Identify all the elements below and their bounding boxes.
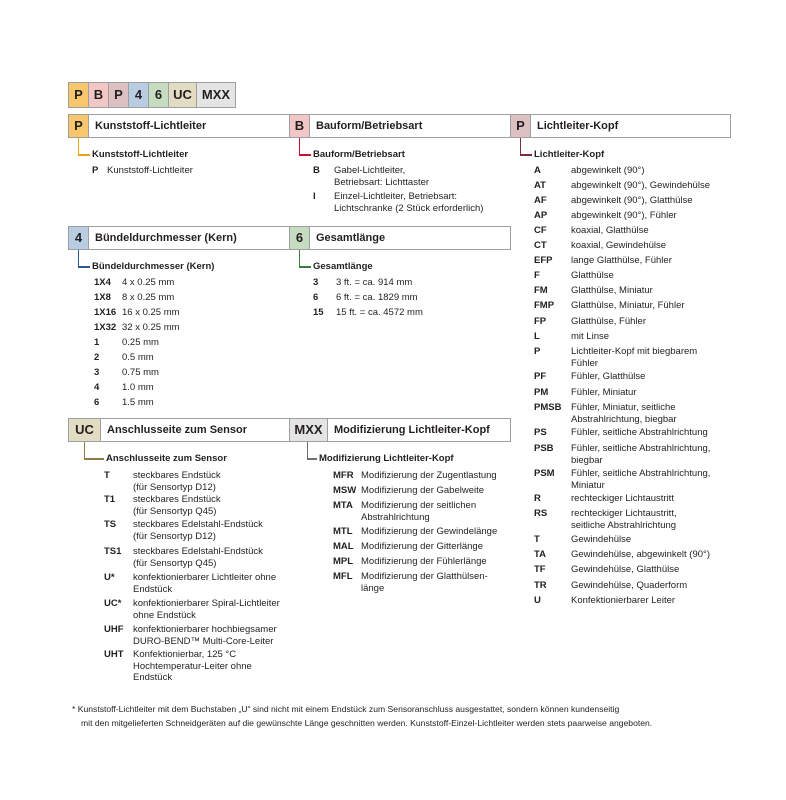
item-description: [571, 387, 636, 399]
section-subheading-mxx: Modifizierung Lichtleiter-Kopf: [319, 453, 454, 464]
item-code: TA: [534, 549, 546, 560]
item-description-line: Glatthülse, Miniatur: [571, 285, 653, 296]
code-box-mxx: MXX: [197, 83, 235, 107]
section-header-lichtleiter-kopf: [510, 114, 731, 138]
item-description: [571, 270, 614, 282]
item-description: [571, 300, 685, 312]
item-description: [361, 571, 488, 594]
item-description-line: 8 x 0.25 mm: [122, 292, 175, 303]
item-description-line: 32 x 0.25 mm: [122, 322, 180, 333]
item-description: [571, 331, 609, 343]
item-code: AP: [534, 210, 548, 221]
item-description-line: koaxial, Gewindehülse: [571, 240, 667, 251]
item-description-line: Konfektionierbarer Leiter: [571, 595, 676, 606]
item-description: [571, 285, 653, 297]
item-description: [107, 165, 193, 177]
section-subheading-b: Bauform/Betriebsart: [313, 149, 405, 160]
item-description-line: konfektionierbarer hochbiegsamer: [133, 624, 277, 635]
item-description-line: Hochtemperatur-Leiter ohne: [133, 660, 252, 672]
code-box-b: B: [89, 83, 109, 107]
item-description: [133, 649, 252, 684]
item-description-line: seitliche Abstrahlrichtung: [571, 519, 677, 531]
item-description-line: (für Sensortyp Q45): [133, 505, 217, 517]
item-description-line: Modifizierung der Gewindelänge: [361, 526, 498, 537]
section-header-kunststoff: [68, 114, 290, 138]
code-box-4: 4: [129, 83, 149, 107]
item-description-line: Gewindehülse, Glatthülse: [571, 564, 680, 575]
item-description-line: Miniatur: [571, 479, 605, 491]
item-code: P: [534, 346, 541, 357]
section-code-p: P: [69, 115, 89, 137]
item-description-line: länge: [361, 582, 385, 594]
item-description: [133, 598, 280, 621]
item-code: A: [534, 165, 541, 176]
item-description: [571, 402, 677, 425]
item-description: [122, 352, 154, 364]
item-code: TS1: [104, 546, 122, 557]
item-code: MAL: [333, 541, 354, 552]
section-subheading-p: Kunststoff-Lichtleiter: [92, 149, 189, 160]
item-description-line: Abstrahlrichtung: [361, 511, 430, 523]
item-description-line: Lichtleiter-Kopf mit biegbarem: [571, 346, 698, 357]
item-description: [122, 307, 180, 319]
item-description-line: abgewinkelt (90°), Fühler: [571, 210, 677, 221]
item-description-line: Gewindehülse: [571, 534, 632, 545]
code-box-6: 6: [149, 83, 169, 107]
item-description: [571, 468, 710, 491]
item-description: [571, 225, 649, 237]
section-code-6: 6: [290, 227, 310, 249]
section-title-p2: Lichtleiter-Kopf: [537, 120, 619, 132]
item-code: UHT: [104, 649, 124, 660]
connector-vertical-4: [78, 250, 79, 267]
section-title-6: Gesamtlänge: [316, 232, 386, 244]
item-code: RS: [534, 508, 548, 519]
section-code-p2: P: [511, 115, 531, 137]
item-description-line: Einzel-Lichtleiter, Betriebsart:: [334, 191, 458, 202]
item-description-line: steckbares Edelstahl-Endstück: [133, 546, 263, 557]
item-description-line: Fühler, Glatthülse: [571, 371, 646, 382]
item-description: [133, 572, 276, 595]
item-code: CF: [534, 225, 547, 236]
item-description: [133, 519, 263, 542]
item-code: FMP: [534, 300, 555, 311]
item-description-line: Endstück: [133, 583, 173, 595]
item-code: MSW: [333, 485, 357, 496]
item-code: 1X32: [94, 322, 117, 333]
item-description: [571, 493, 674, 505]
item-description-line: Modifizierung der Gabelweite: [361, 485, 485, 496]
section-code-b: B: [290, 115, 310, 137]
item-code: MTA: [333, 500, 353, 511]
item-code: TR: [534, 580, 547, 591]
item-description: [361, 556, 487, 568]
connector-horizontal-p: [78, 154, 90, 156]
section-title-4: Bündeldurchmesser (Kern): [95, 232, 237, 244]
item-description: [571, 316, 646, 328]
item-description-line: Modifizierung der Glatthülsen-: [361, 571, 488, 582]
item-code: FM: [534, 285, 548, 296]
item-description: [133, 546, 263, 569]
item-description-line: Fühler, Miniatur: [571, 387, 637, 398]
item-description: [571, 443, 710, 466]
item-code: PMSB: [534, 402, 562, 413]
item-code: UHF: [104, 624, 124, 635]
connector-vertical-p2: [520, 138, 521, 155]
item-description: [361, 470, 497, 482]
item-description-line: steckbares Endstück: [133, 470, 221, 481]
item-code: PM: [534, 387, 549, 398]
item-description-line: Abstrahlrichtung, biegbar: [571, 413, 677, 425]
item-description: [336, 277, 412, 289]
item-code: CT: [534, 240, 547, 251]
item-description: [334, 191, 483, 214]
item-code: PS: [534, 427, 547, 438]
section-code-mxx: MXX: [290, 419, 328, 441]
item-description-line: konfektionierbarer Lichtleiter ohne: [133, 572, 277, 583]
item-description-line: Gewindehülse, Quaderform: [571, 580, 688, 591]
item-description: [571, 549, 710, 561]
item-code: MFR: [333, 470, 354, 481]
item-code: 6: [313, 292, 319, 303]
item-code: F: [534, 270, 540, 281]
item-description: [571, 255, 672, 267]
connector-horizontal-4: [78, 266, 90, 268]
item-description: [571, 180, 710, 192]
connector-vertical-6: [299, 250, 300, 267]
section-header-anschlusseite: [68, 418, 290, 442]
connector-horizontal-6: [299, 266, 311, 268]
item-code: 1X8: [94, 292, 111, 303]
item-description: [571, 210, 677, 222]
connector-vertical-b: [299, 138, 300, 155]
connector-horizontal-uc: [84, 458, 104, 460]
item-description-line: Modifizierung der seitlichen: [361, 500, 477, 511]
item-description-line: Modifizierung der Fühlerlänge: [361, 556, 487, 567]
item-description: [336, 292, 418, 304]
item-code: MTL: [333, 526, 353, 537]
item-description: [571, 564, 679, 576]
item-code: 1X16: [94, 307, 117, 318]
item-code: I: [313, 191, 316, 202]
item-description-line: abgewinkelt (90°), Gewindehülse: [571, 180, 710, 191]
item-description-line: rechteckiger Lichtaustritt: [571, 493, 674, 504]
section-header-modifizierung: [289, 418, 511, 442]
item-description: [571, 534, 631, 546]
item-description-line: steckbares Edelstahl-Endstück: [133, 519, 263, 530]
item-description-line: Lichtschranke (2 Stück erforderlich): [334, 202, 484, 214]
item-code: R: [534, 493, 541, 504]
item-code: AT: [534, 180, 546, 191]
item-description-line: koaxial, Glatthülse: [571, 225, 649, 236]
item-code: FP: [534, 316, 547, 327]
section-subheading-uc: Anschlusseite zum Sensor: [106, 453, 227, 464]
item-description-line: (für Sensortyp D12): [133, 481, 216, 493]
section-header-gesamtlaenge: [289, 226, 511, 250]
item-description-line: Glatthülse, Miniatur, Fühler: [571, 300, 685, 311]
section-subheading-4: Bündeldurchmesser (Kern): [92, 261, 215, 272]
item-code: EFP: [534, 255, 553, 266]
item-code: P: [92, 165, 99, 176]
item-description-line: 6 ft. = ca. 1829 mm: [336, 292, 418, 303]
code-box-p2: P: [109, 83, 129, 107]
item-description: [571, 580, 687, 592]
item-description: [133, 624, 277, 647]
item-description: [361, 500, 476, 523]
item-code: PSB: [534, 443, 554, 454]
item-description: [122, 397, 154, 409]
item-description-line: Fühler: [571, 357, 598, 369]
item-code: PF: [534, 371, 547, 382]
item-code: 15: [313, 307, 324, 318]
item-description-line: Fühler, seitliche Abstrahlrichtung,: [571, 468, 711, 479]
item-description-line: 15 ft. = ca. 4572 mm: [336, 307, 423, 318]
item-description: [571, 595, 675, 607]
item-code: TS: [104, 519, 117, 530]
item-code: L: [534, 331, 540, 342]
section-title-uc: Anschlusseite zum Sensor: [107, 424, 247, 436]
connector-horizontal-b: [299, 154, 311, 156]
item-description: [361, 526, 497, 538]
item-code: 1X4: [94, 277, 111, 288]
item-code: MFL: [333, 571, 353, 582]
item-description-line: lange Glatthülse, Fühler: [571, 255, 672, 266]
item-description-line: Gabel-Lichtleiter,: [334, 165, 406, 176]
item-description: [334, 165, 429, 188]
connector-vertical-uc: [84, 442, 85, 459]
item-description-line: 1.5 mm: [122, 397, 154, 408]
item-code: AF: [534, 195, 547, 206]
item-code: 3: [94, 367, 100, 378]
footnote-line-1: * Kunststoff-Lichtleiter mit dem Buchstaben „U“ sind nicht mit einem Endstück zum Sensoranschluss ausgestattet, sondern können kundenseitig: [72, 704, 620, 714]
item-description: [571, 427, 708, 439]
item-description-line: mit Linse: [571, 331, 610, 342]
item-description-line: abgewinkelt (90°): [571, 165, 645, 176]
item-description: [571, 371, 645, 383]
item-description: [122, 367, 159, 379]
item-description-line: ohne Endstück: [133, 609, 196, 621]
item-description: [133, 470, 221, 493]
item-description-line: Glatthülse, Fühler: [571, 316, 646, 327]
item-description: [571, 508, 677, 531]
item-description: [336, 307, 423, 319]
item-description-line: Glatthülse: [571, 270, 614, 281]
item-code: 6: [94, 397, 100, 408]
section-title-mxx: Modifizierung Lichtleiter-Kopf: [334, 424, 490, 436]
item-description-line: 0.5 mm: [122, 352, 154, 363]
item-code: U: [534, 595, 541, 606]
item-description-line: Fühler, seitliche Abstrahlrichtung,: [571, 443, 711, 454]
item-description-line: 16 x 0.25 mm: [122, 307, 180, 318]
item-description: [133, 494, 221, 517]
item-description: [122, 292, 174, 304]
item-code: PSM: [534, 468, 555, 479]
section-title-p: Kunststoff-Lichtleiter: [95, 120, 207, 132]
item-description-line: biegbar: [571, 454, 603, 466]
item-code: MPL: [333, 556, 354, 567]
item-code: B: [313, 165, 320, 176]
section-subheading-p2: Lichtleiter-Kopf: [534, 149, 605, 160]
item-description-line: steckbares Endstück: [133, 494, 221, 505]
item-description: [122, 322, 180, 334]
item-description-line: rechteckiger Lichtaustritt,: [571, 508, 677, 519]
item-description: [571, 346, 697, 369]
item-description-line: Betriebsart: Lichttaster: [334, 176, 430, 188]
item-code: 2: [94, 352, 100, 363]
item-description: [361, 485, 484, 497]
item-code: TF: [534, 564, 546, 575]
item-description-line: 4 x 0.25 mm: [122, 277, 175, 288]
item-description: [361, 541, 483, 553]
footnote: [72, 702, 652, 730]
item-description-line: (für Sensortyp Q45): [133, 557, 217, 569]
model-code-row: [68, 82, 236, 108]
item-code: T1: [104, 494, 116, 505]
item-description-line: 3 ft. = ca. 914 mm: [336, 277, 413, 288]
section-subheading-6: Gesamtlänge: [313, 261, 373, 272]
item-description: [122, 382, 154, 394]
item-code: 1: [94, 337, 100, 348]
item-code: T: [534, 534, 540, 545]
item-code: U*: [104, 572, 115, 583]
connector-horizontal-mxx: [307, 458, 317, 460]
item-description-line: 1.0 mm: [122, 382, 154, 393]
item-code: UC*: [104, 598, 122, 609]
code-box-uc: UC: [169, 83, 197, 107]
footnote-line-2: mit den mitgelieferten Schneidgeräten auf die gewünschte Länge geschnitten werden. Kunststoff-Einzel-Lichtleiter werden stets paarweise angeboten.: [81, 718, 653, 728]
item-description-line: Modifizierung der Zugentlastung: [361, 470, 497, 481]
code-box-p: P: [69, 83, 89, 107]
item-description-line: Fühler, seitliche Abstrahlrichtung: [571, 427, 708, 438]
item-description-line: (für Sensortyp D12): [133, 530, 216, 542]
item-description-line: Gewindehülse, abgewinkelt (90°): [571, 549, 710, 560]
item-description: [571, 195, 693, 207]
item-description-line: Fühler, Miniatur, seitliche: [571, 402, 676, 413]
item-description: [571, 240, 666, 252]
connector-vertical-mxx: [307, 442, 308, 459]
item-description-line: Endstück: [133, 672, 173, 683]
section-code-4: 4: [69, 227, 89, 249]
item-code: 3: [313, 277, 319, 288]
section-title-b: Bauform/Betriebsart: [316, 120, 423, 132]
item-description-line: 0.75 mm: [122, 367, 159, 378]
item-code: 4: [94, 382, 100, 393]
item-description: [122, 277, 174, 289]
item-description: [122, 337, 159, 349]
section-header-buendeldurchmesser: [68, 226, 290, 250]
item-description-line: Modifizierung der Gitterlänge: [361, 541, 483, 552]
item-description-line: 0.25 mm: [122, 337, 159, 348]
item-code: T: [104, 470, 110, 481]
item-description-line: Konfektionierbar, 125 °C: [133, 649, 237, 660]
item-description-line: abgewinkelt (90°), Glatthülse: [571, 195, 693, 206]
item-description-line: konfektionierbarer Spiral-Lichtleiter: [133, 598, 280, 609]
connector-vertical-p: [78, 138, 79, 155]
connector-horizontal-p2: [520, 154, 532, 156]
section-code-uc: UC: [69, 419, 101, 441]
item-description-line: DURO-BEND™ Multi-Core-Leiter: [133, 635, 274, 647]
item-description: [571, 165, 645, 177]
section-header-bauform: [289, 114, 511, 138]
item-description-line: Kunststoff-Lichtleiter: [107, 165, 193, 176]
